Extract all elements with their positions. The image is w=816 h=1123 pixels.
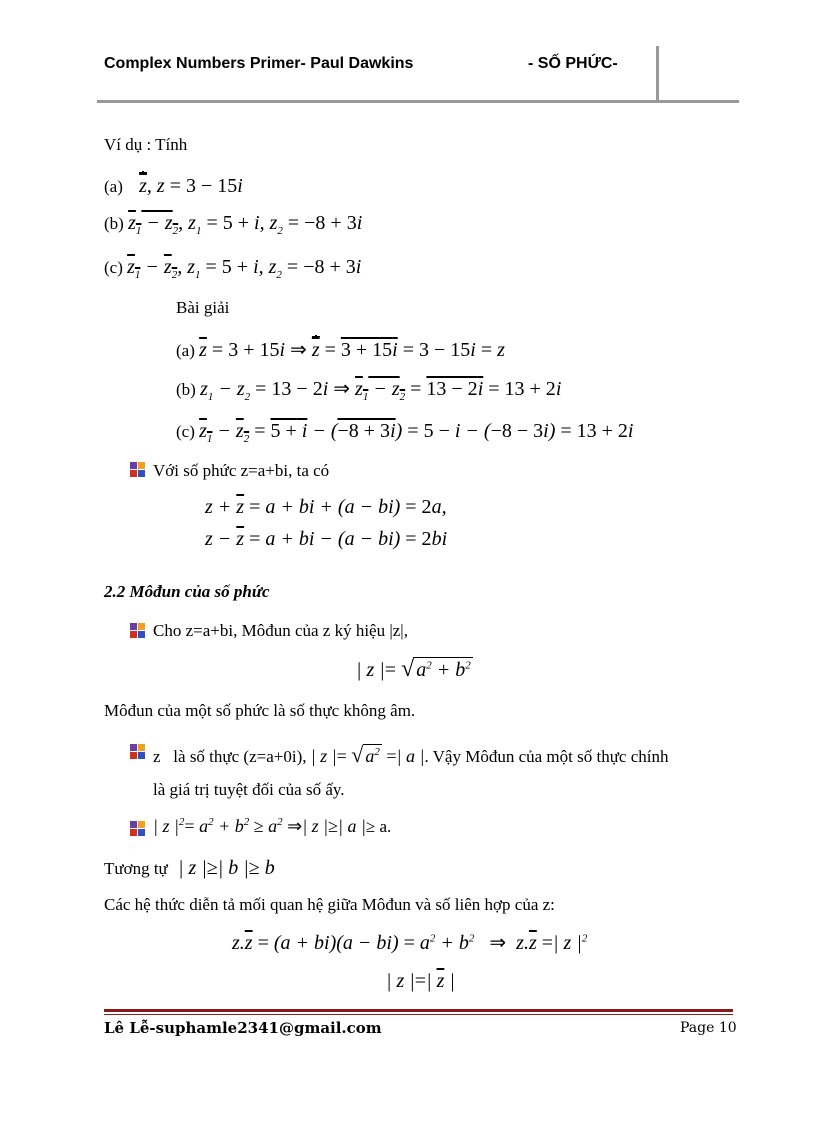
header-rule [97,100,739,103]
solution-a-label: (a) [176,341,195,360]
bullet-icon [130,462,146,478]
bullet4-formula: | z $|^2= a^2 + b^2 \ge a^2$ ⇒| z |≥| a | [153,816,366,836]
similar-line [104,857,275,880]
header-title: Complex Numbers Primer- Paul Dawkins [104,55,414,72]
bullet4 [153,816,391,837]
header-vertical-rule [656,46,659,102]
solution-a-formula: $\overline{z} = 3 + 15i$ ⇒ $\overline{z} = 3 + 15i = 3 - 15i = z$ [199,339,505,361]
similar-formula: | z |≥| b |≥ b [178,857,275,879]
bullet3-line1 [153,742,668,768]
example-a-formula: $\overline{z}$, z = 3 − 15i [139,175,243,197]
solution-b-formula: $z_1 - z_2 = 13 - 2i$ ⇒ $z_1 - z_2 = 13 - 2i = 13 + 2i$ [200,378,562,403]
bullet3-line2: là giá trị tuyệt đối của số ấy. [153,780,345,799]
modulus-note: Môđun của một số phức là số thực không âm. [104,701,416,720]
example-intro: Ví dụ : Tính [104,135,188,154]
bullet-icon [130,744,146,760]
footer-author: Lê Lễ-suphamle2341@gmail.com [104,1019,382,1037]
section-title: 2.2 Môđun của số phức [104,582,270,601]
solution-c [176,420,633,445]
sum-identity: $z + \overline{z} = a$ + bi + (a − bi) = 2a, [205,496,447,518]
example-b-label: (b) [104,214,124,233]
bullet1-text: Với số phức z=a+bi, ta có [153,461,330,480]
solution-c-formula: $z_1 - z_2 = 5 + i - (-8 + 3i) = 5 - i - (-8 - 3i) = 13 + 2i$ [199,420,634,445]
solution-c-label: (c) [176,422,195,441]
bullet2-text: Cho z=a+bi, Môđun của z ký hiệu |z|, [153,621,408,640]
bullet3-mid: là số thực (z=a+0i), [173,747,307,766]
bullet3-suffix: . Vậy Môđun của một số thực chính [424,747,669,766]
example-c-formula: $z_1 - z_2$, $z_1 = 5 + i$, $z_2 = -8 + 3i$ [127,256,362,281]
modulus-formula: | z |= √ $a^2 + b^2$ [356,656,471,682]
relation-modulus-equal: | z |=| $\overline{z}$ | [386,970,455,992]
example-a-label: (a) [104,177,123,196]
difference-identity: $z - \overline{z} = a$ + bi − (a − bi) = 2bi [205,528,448,550]
bullet3-formula: | z |= √ $a^2$ =| a | [310,742,425,767]
solution-b [176,376,561,403]
bullet4-tail: ≥ a. [365,817,392,836]
footer-rule [104,1009,733,1012]
similar-label: Tương tự [104,859,168,878]
solution-b-label: (b) [176,380,196,399]
solution-a [176,336,505,362]
example-c [104,256,361,281]
example-b-formula: $z_1 - z_2$, $z_1 = 5 + i$, $z_2 = -8 + 3i$ [128,212,363,237]
example-b [104,212,362,237]
bullet3-prefix: z [153,747,161,766]
footer-page-number: Page 10 [680,1020,737,1036]
example-a [104,172,243,198]
footer-rule-thin [104,1014,733,1015]
relations-intro: Các hệ thức diễn tả mối quan hệ giữa Môđun và số liên hợp của z: [104,895,555,914]
bullet-icon [130,821,146,837]
example-c-label: (c) [104,258,123,277]
solution-label: Bài giải [176,298,230,317]
header-chapter: - SỐ PHỨC- [528,55,618,72]
bullet-icon [130,623,146,639]
relation-product: $z.\overline{z} = (a + bi)(a - bi) = a^2 + b^2$ ⇒ $z.\overline{z}$ =| z $|^2$ [232,932,588,954]
